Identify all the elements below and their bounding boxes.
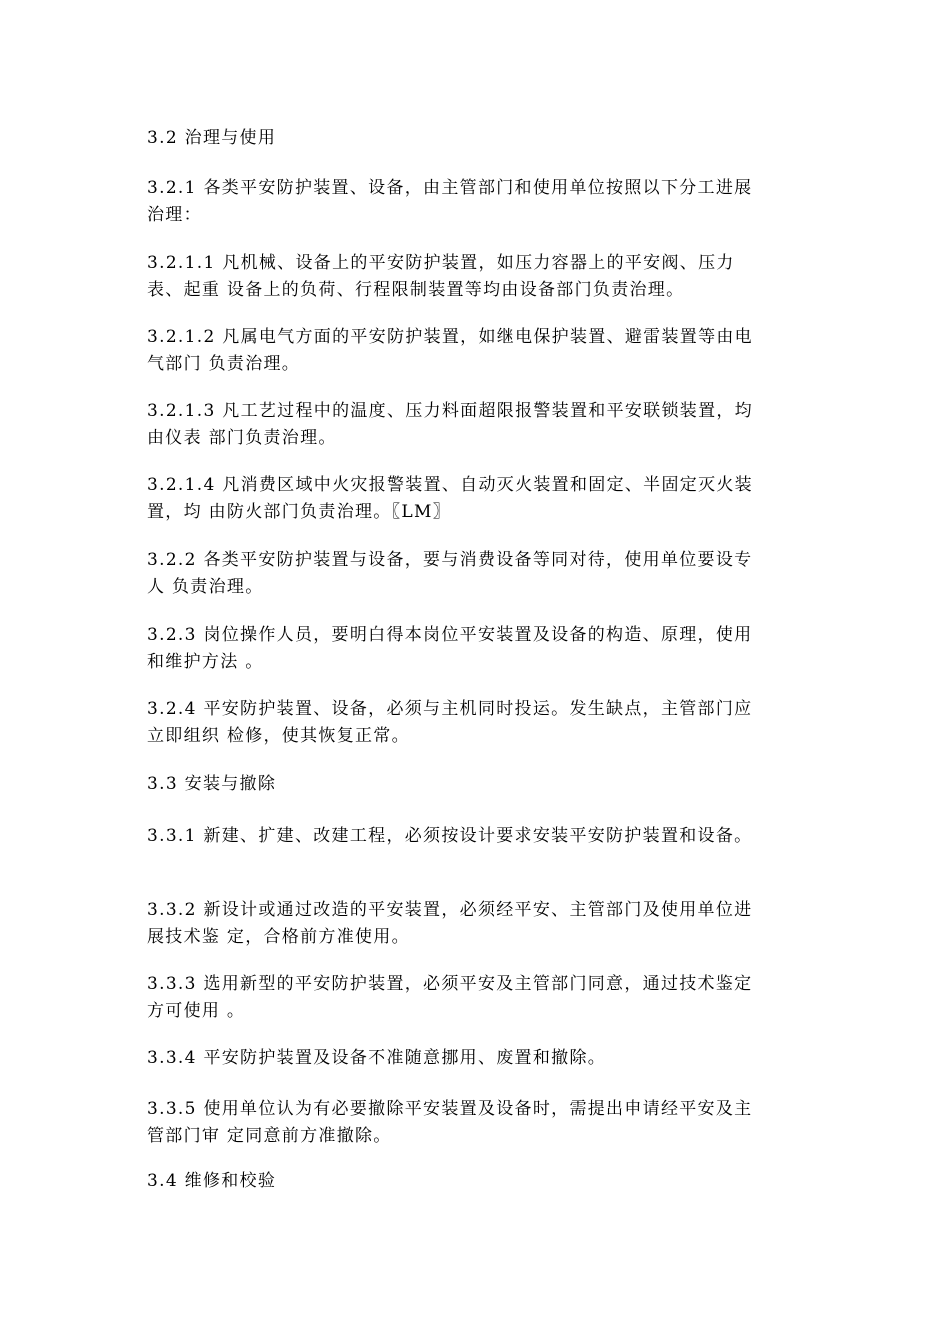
text-line: 和维护方法 。	[147, 652, 264, 672]
paragraph-3-2-1-1	[147, 250, 807, 304]
text-line: 3.2.1.4 凡消费区域中火灾报警装置、自动灭火装置和固定、半固定灭火装	[147, 475, 753, 495]
text-line: 立即组织 检修，使其恢复正常。	[147, 726, 410, 746]
text-line: 表、起重 设备上的负荷、行程限制装置等均由设备部门负责治理。	[147, 280, 685, 300]
text-line: 3.2.1.2 凡属电气方面的平安防护装置，如继电保护装置、避雷装置等由电	[147, 327, 753, 347]
text-line: 3.2.1.1 凡机械、设备上的平安防护装置，如压力容器上的平安阀、压力	[147, 253, 735, 273]
text-line: 3.2 治理与使用	[147, 128, 277, 148]
paragraph-3-2-1	[147, 175, 807, 229]
text-line: 3.2.2 各类平安防护装置与设备，要与消费设备等同对待，使用单位要设专	[147, 550, 753, 570]
text-line: 治理：	[147, 205, 202, 225]
text-line: 置，均 由防火部门负责治理。〖LM〗	[147, 502, 451, 522]
text-line: 3.3.1 新建、扩建、改建工程，必须按设计要求安装平安防护装置和设备。	[147, 826, 753, 846]
text-line: 3.2.1 各类平安防护装置、设备，由主管部门和使用单位按照以下分工进展	[147, 178, 753, 198]
text-line: 3.3 安装与撤除	[147, 774, 277, 794]
paragraph-3-2-2	[147, 547, 807, 601]
text-line: 3.3.5 使用单位认为有必要撤除平安装置及设备时，需提出申请经平安及主	[147, 1099, 753, 1119]
paragraph-3-3-4	[147, 1045, 807, 1072]
text-line: 气部门 负责治理。	[147, 354, 301, 374]
paragraph-3-2-1-4	[147, 472, 807, 526]
paragraph-3-2-3	[147, 622, 807, 676]
paragraph-3-3-1	[147, 823, 807, 850]
text-line: 人 负责治理。	[147, 577, 264, 597]
text-line: 3.4 维修和校验	[147, 1171, 277, 1191]
text-line: 由仪表 部门负责治理。	[147, 428, 337, 448]
text-line: 展技术鉴 定，合格前方准使用。	[147, 927, 410, 947]
heading-3-4	[147, 1168, 807, 1195]
text-line: 管部门审 定同意前方准撤除。	[147, 1126, 392, 1146]
paragraph-3-3-5	[147, 1096, 807, 1150]
paragraph-3-2-1-3	[147, 398, 807, 452]
paragraph-3-2-1-2	[147, 324, 807, 378]
text-line: 方可使用 。	[147, 1001, 246, 1021]
heading-3-3	[147, 771, 807, 798]
paragraph-3-3-3	[147, 971, 807, 1025]
paragraph-3-2-4	[147, 696, 807, 750]
text-line: 3.3.2 新设计或通过改造的平安装置，必须经平安、主管部门及使用单位进	[147, 900, 753, 920]
heading-3-2	[147, 125, 807, 152]
text-line: 3.3.3 选用新型的平安防护装置，必须平安及主管部门同意，通过技术鉴定	[147, 974, 753, 994]
text-line: 3.2.3 岗位操作人员，要明白得本岗位平安装置及设备的构造、原理，使用	[147, 625, 753, 645]
text-line: 3.3.4 平安防护装置及设备不准随意挪用、废置和撤除。	[147, 1048, 607, 1068]
paragraph-3-3-2	[147, 897, 807, 951]
text-line: 3.2.4 平安防护装置、设备，必须与主机同时投运。发生缺点，主管部门应	[147, 699, 753, 719]
text-line: 3.2.1.3 凡工艺过程中的温度、压力料面超限报警装置和平安联锁装置，均	[147, 401, 753, 421]
